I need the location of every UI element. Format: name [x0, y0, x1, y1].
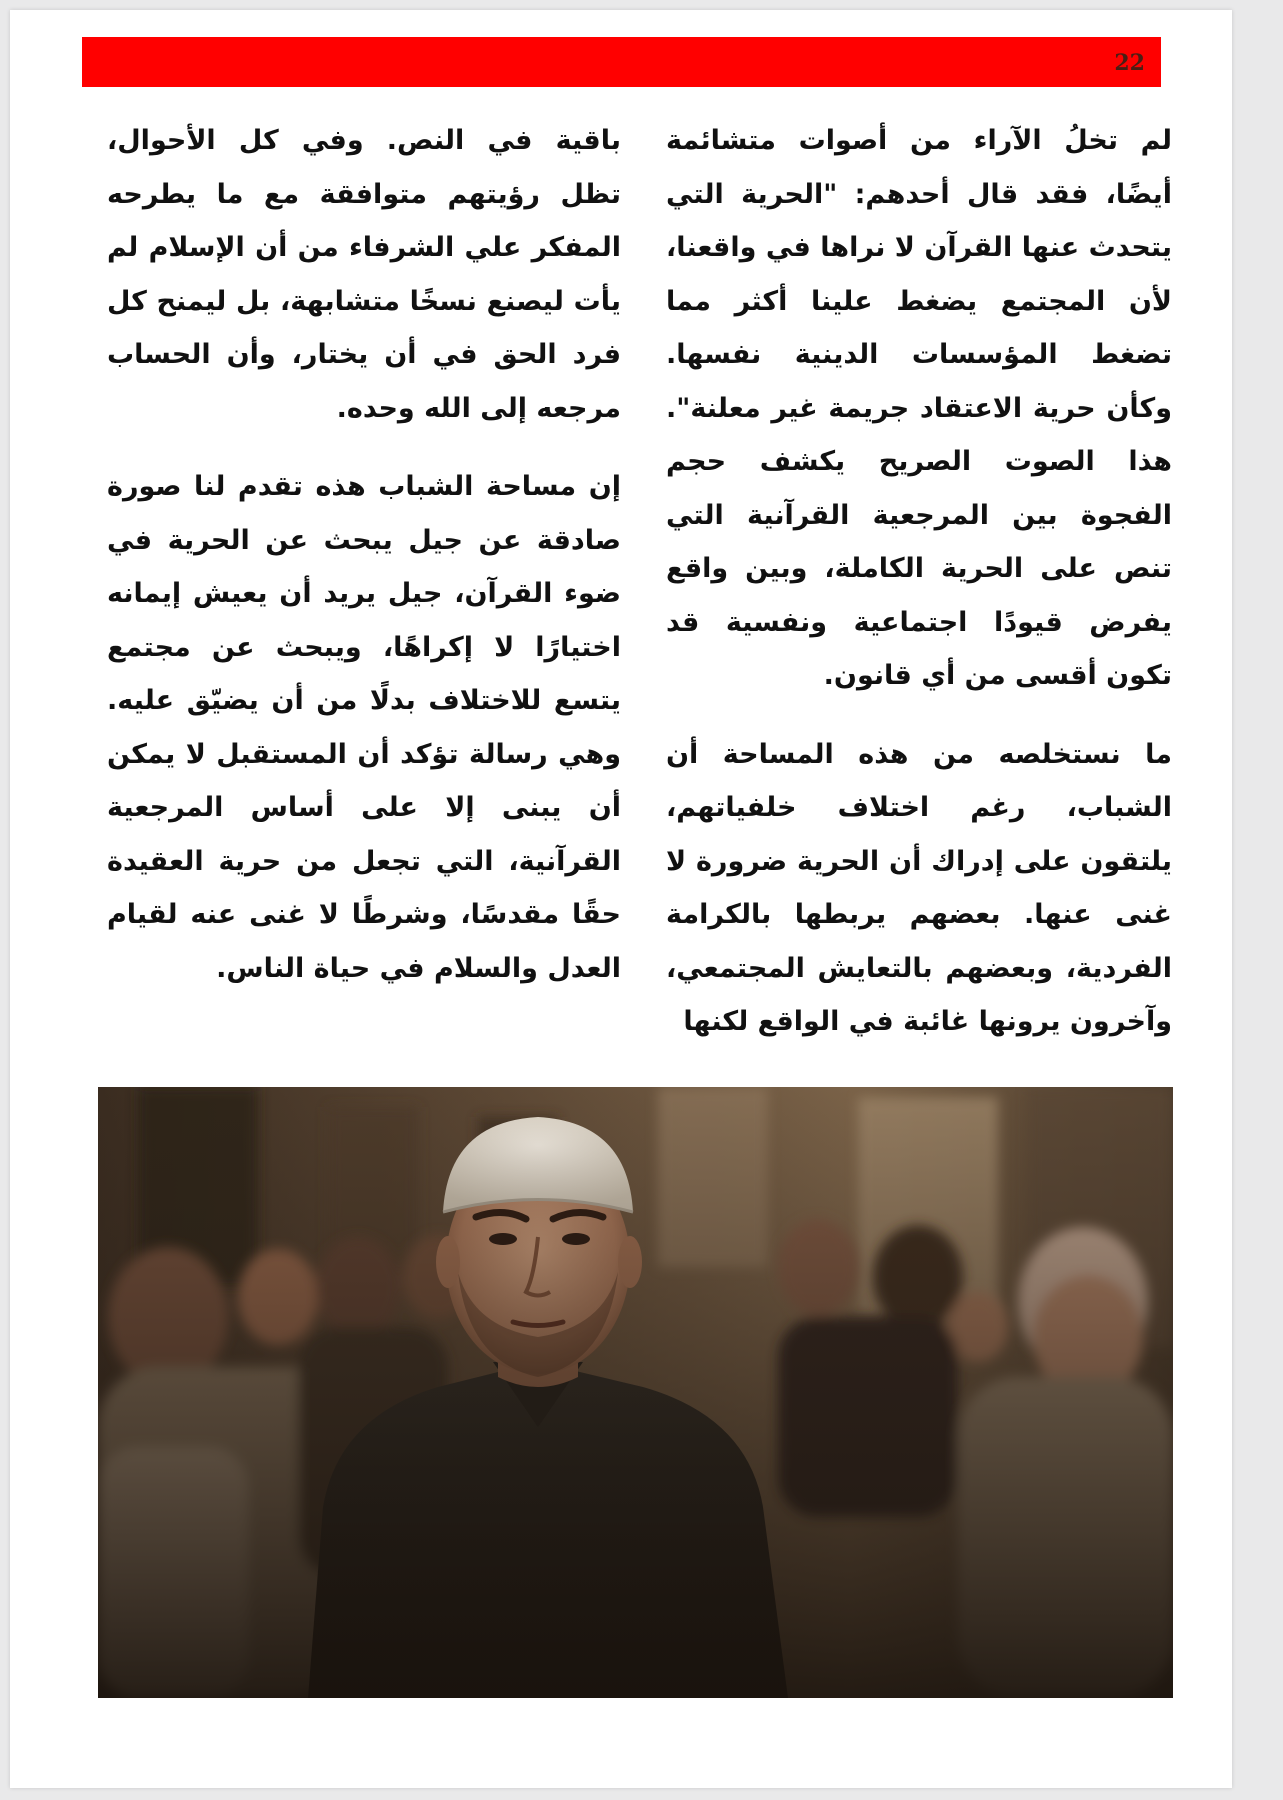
article-column-left [107, 114, 621, 1020]
paragraph: ما نستخلصه من هذه المساحة أن الشباب، رغم اختلاف خلفياتهم، يلتقون على إدراك أن الحرية ضرورة لا غنى عنها. بعضهم يربطها بالكرامة الفردية، وبعضهم بالتعايش المجتمعي، وآخرون يرونها غائبة في الواقع لكنها [666, 738, 1172, 1037]
paragraph: إن مساحة الشباب هذه تقدم لنا صورة صادقة عن جيل يبحث عن الحرية في ضوء القرآن، جيل يريد أن يعيش إيمانه اختيارًا لا إكراهًا، ويبحث عن مجتمع يتسع للاختلاف بدلًا من أن يضيّق عليه. وهي رسالة تؤكد أن المستقبل لا يمكن أن يبنى إلا على أساس المرجعية القرآنية، التي تجعل من حرية العقيدة حقًا مقدسًا، وشرطًا لا غنى عنه لقيام العدل والسلام في حياة الناس. [107, 471, 621, 984]
paragraph: باقية في النص. وفي كل الأحوال، تظل رؤيتهم متوافقة مع ما يطرحه المفكر علي الشرفاء من أن الإسلام لم يأت ليصنع نسخًا متشابهة، بل ليمنح كل فرد الحق في أن يختار، وأن الحساب مرجعه إلى الله وحده. [107, 125, 621, 424]
paragraph: لم تخلُ الآراء من أصوات متشائمة أيضًا، فقد قال أحدهم: "الحرية التي يتحدث عنها القرآن لا نراها في واقعنا، لأن المجتمع يضغط علينا أكثر مما تضغط المؤسسات الدينية نفسها. وكأن حرية الاعتقاد جريمة غير معلنة". هذا الصوت الصريح يكشف حجم الفجوة بين المرجعية القرآنية التي تنص على الحرية الكاملة، وبين واقع يفرض قيودًا اجتماعية ونفسية قد تكون أقسى من أي قانون. [666, 125, 1172, 691]
header-bar [82, 37, 1161, 87]
article-column-right [666, 114, 1172, 1074]
document-page [10, 10, 1232, 1788]
photo-illustration [98, 1087, 1173, 1698]
article-photo [98, 1087, 1173, 1698]
page-number: 22 [1114, 50, 1145, 76]
